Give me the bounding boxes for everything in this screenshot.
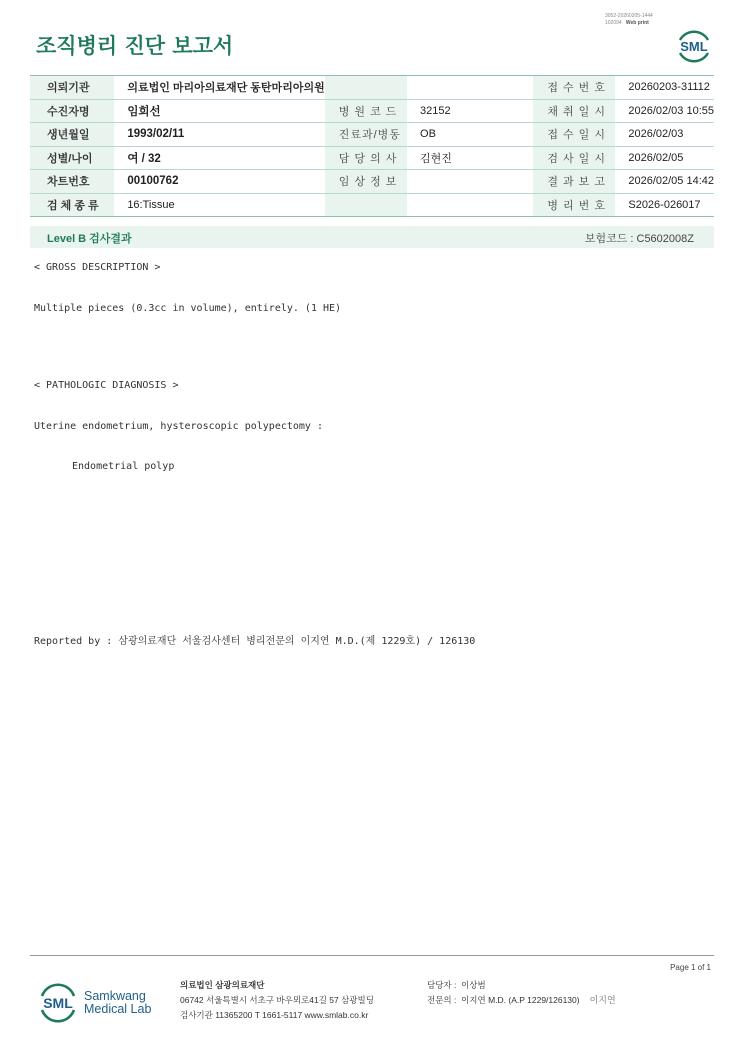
info-value: 2026/02/03 10:55 [615, 99, 714, 123]
info-row [30, 146, 714, 170]
info-row [30, 193, 714, 217]
info-value: 2026/02/03 [615, 123, 714, 147]
info-value: 16:Tissue [114, 193, 324, 217]
brand-line1: Samkwang [84, 989, 146, 1003]
page-title: 조직병리 진단 보고서 [36, 34, 234, 58]
diagnosis-site: Uterine endometrium, hysteroscopic polypectomy : [34, 421, 323, 432]
diagnosis-result: Endometrial polyp [72, 461, 175, 472]
diagnosis-header: < PATHOLOGIC DIAGNOSIS > [34, 380, 179, 391]
info-value: S2026-026017 [615, 193, 714, 217]
info-value: OB [407, 123, 533, 147]
info-value: 의료법인 마리아의료재단 동탄마리아의원 [114, 76, 324, 100]
web-print-code: 102094 [605, 20, 622, 26]
org-address: 06742 서울특별시 서초구 바우뫼로41길 57 삼광빌딩 [180, 995, 374, 1005]
info-label: 결 과 보 고 [533, 170, 615, 194]
info-label: 수진자명 [30, 99, 114, 123]
specialist-name: 이지연 M.D. (A.P 1229/126130) [461, 995, 580, 1005]
level-result-bar [30, 226, 714, 248]
org-contact: 검사기관 11365200 T 1661-5117 www.smlab.co.kr [180, 1010, 369, 1020]
info-value: 2026/02/05 14:42 [615, 170, 714, 194]
sml-footer-logo-icon [36, 980, 80, 1024]
manager-name: 이상범 [461, 980, 486, 990]
level-label: Level B 검사결과 [47, 233, 132, 245]
specialist-label: 전문의 : [427, 995, 457, 1005]
info-label: 병 리 번 호 [533, 193, 615, 217]
footer-staff-info [427, 978, 616, 1009]
web-print-label: Web print [625, 20, 649, 26]
info-label: 담 당 의 사 [325, 146, 407, 170]
info-label [325, 193, 407, 217]
info-label: 검 체 종 류 [30, 193, 114, 217]
web-print-id: 3052-20260205-1444 [605, 13, 653, 19]
info-value: 임희선 [114, 99, 324, 123]
org-name: 의료법인 삼광의료재단 [180, 980, 265, 990]
logo-bottom-text: SML [43, 995, 73, 1011]
info-row [30, 123, 714, 147]
info-label: 채 취 일 시 [533, 99, 615, 123]
info-label: 병 원 코 드 [325, 99, 407, 123]
gross-header: < GROSS DESCRIPTION > [34, 262, 161, 273]
info-label: 접 수 번 호 [533, 76, 615, 100]
brand-line2: Medical Lab [84, 1002, 152, 1016]
signature: 이지연 [589, 996, 616, 1006]
info-row [30, 76, 714, 100]
info-label: 의뢰기관 [30, 76, 114, 100]
gross-text: Multiple pieces (0.3cc in volume), entirely. (1 HE) [34, 303, 342, 314]
patient-info-table [30, 75, 714, 217]
footer-divider [30, 955, 714, 956]
brand-name [84, 990, 151, 1016]
info-label: 생년월일 [30, 123, 114, 147]
reported-by: Reported by : 삼광의료재단 서울검사센터 병리전문의 이지연 M.D.(제 1229호) / 126130 [34, 636, 476, 647]
info-value: 32152 [407, 99, 533, 123]
web-print-stamp [605, 13, 653, 27]
info-label: 진료과/병동 [325, 123, 407, 147]
info-value: 김현진 [407, 146, 533, 170]
footer-org-info [180, 978, 374, 1023]
info-row [30, 99, 714, 123]
info-value [407, 193, 533, 217]
info-label [325, 76, 407, 100]
page-number: Page 1 of 1 [670, 963, 711, 972]
info-label: 성별/나이 [30, 146, 114, 170]
info-value: 1993/02/11 [114, 123, 324, 147]
info-label: 접 수 일 시 [533, 123, 615, 147]
info-value: 2026/02/05 [615, 146, 714, 170]
info-value: 00100762 [114, 170, 324, 194]
logo-top-text: SML [680, 39, 708, 54]
info-value: 여 / 32 [114, 146, 324, 170]
manager-label: 담당자 : [427, 980, 457, 990]
info-label: 임 상 정 보 [325, 170, 407, 194]
info-value [407, 76, 533, 100]
info-label: 차트번호 [30, 170, 114, 194]
info-label: 검 사 일 시 [533, 146, 615, 170]
sml-logo-icon [674, 26, 714, 66]
info-row [30, 170, 714, 194]
insurance-code: 보험코드 : C5602008Z [584, 233, 694, 245]
info-value [407, 170, 533, 194]
info-value: 20260203-31112 [615, 76, 714, 100]
